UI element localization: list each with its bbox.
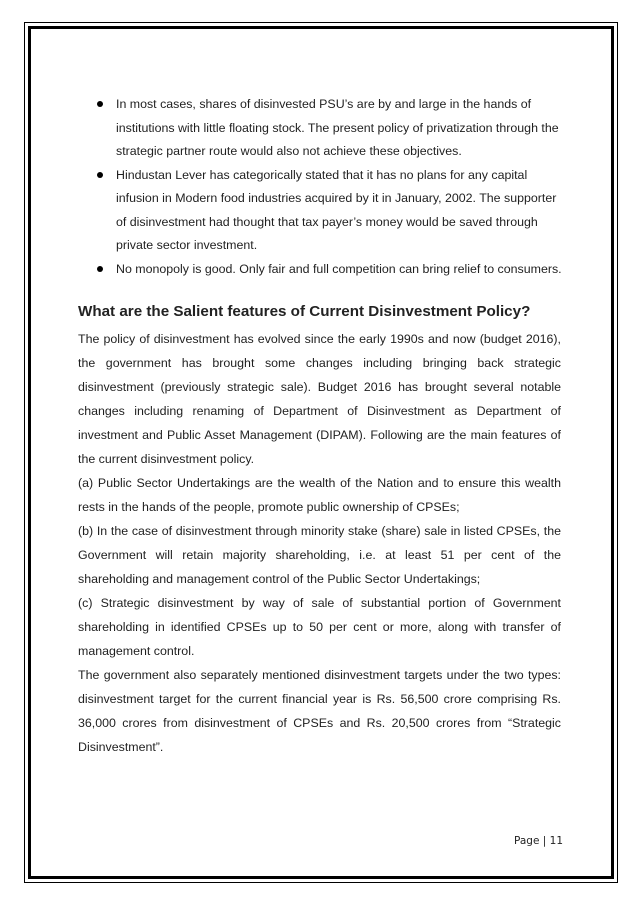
paragraph-targets: The government also separately mentioned disinvestment targets under the two types: disinvestment target for the current financial year is Rs. 56,500 crore comprising Rs. 36,000 crores from disinvestment of CPSEs and Rs. 20,500 crores from “Strategic Disinvestment”. — [78, 668, 561, 754]
bullet-item — [78, 258, 566, 282]
section-heading: What are the Salient features of Current Disinvestment Policy? — [78, 303, 531, 320]
paragraph-point-c: (c) Strategic disinvestment by way of sale of substantial portion of Government shareholding in identified CPSEs up to 50 per cent or more, along with transfer of management control. — [78, 596, 561, 658]
paragraph-point-a: (a) Public Sector Undertakings are the wealth of the Nation and to ensure this wealth rests in the hands of the people, promote public ownership of CPSEs; — [78, 476, 561, 514]
bullet-dot-icon — [97, 172, 103, 178]
page-number: Page | 11 — [514, 835, 563, 847]
paragraph-point-b: (b) In the case of disinvestment through minority stake (share) sale in listed CPSEs, the Government will retain majority shareholding, i.e. at least 51 per cent of the shareholding and management control of the Public Sector Undertakings; — [78, 524, 561, 586]
paragraph-intro: The policy of disinvestment has evolved since the early 1990s and now (budget 2016), the government has brought some changes including bringing back strategic disinvestment (previously strategic sale). Budget 2016 has brought several notable changes including renaming of Department of Disinvestment as Department of investment and Public Asset Management (DIPAM). Following are the main features of the current disinvestment policy. — [78, 332, 561, 466]
bullet-text: No monopoly is good. Only fair and full competition can bring relief to consumers. — [116, 261, 562, 276]
bullet-text: In most cases, shares of disinvested PSU’s are by and large in the hands of institutions with little floating stock. The present policy of privatization through the strategic partner route would also not achieve these objectives. — [116, 97, 559, 158]
bullet-dot-icon — [97, 266, 103, 272]
bullet-item — [78, 164, 566, 258]
bullet-text: Hindustan Lever has categorically stated that it has no plans for any capital infusion in Modern food industries acquired by it in January, 2002. The supporter of disinvestment had thought that tax payer’s money would be saved through private sector investment. — [116, 167, 557, 252]
bullet-list — [78, 93, 561, 281]
bullet-item — [78, 93, 566, 164]
bullet-dot-icon — [97, 101, 103, 107]
document-body — [78, 93, 561, 759]
